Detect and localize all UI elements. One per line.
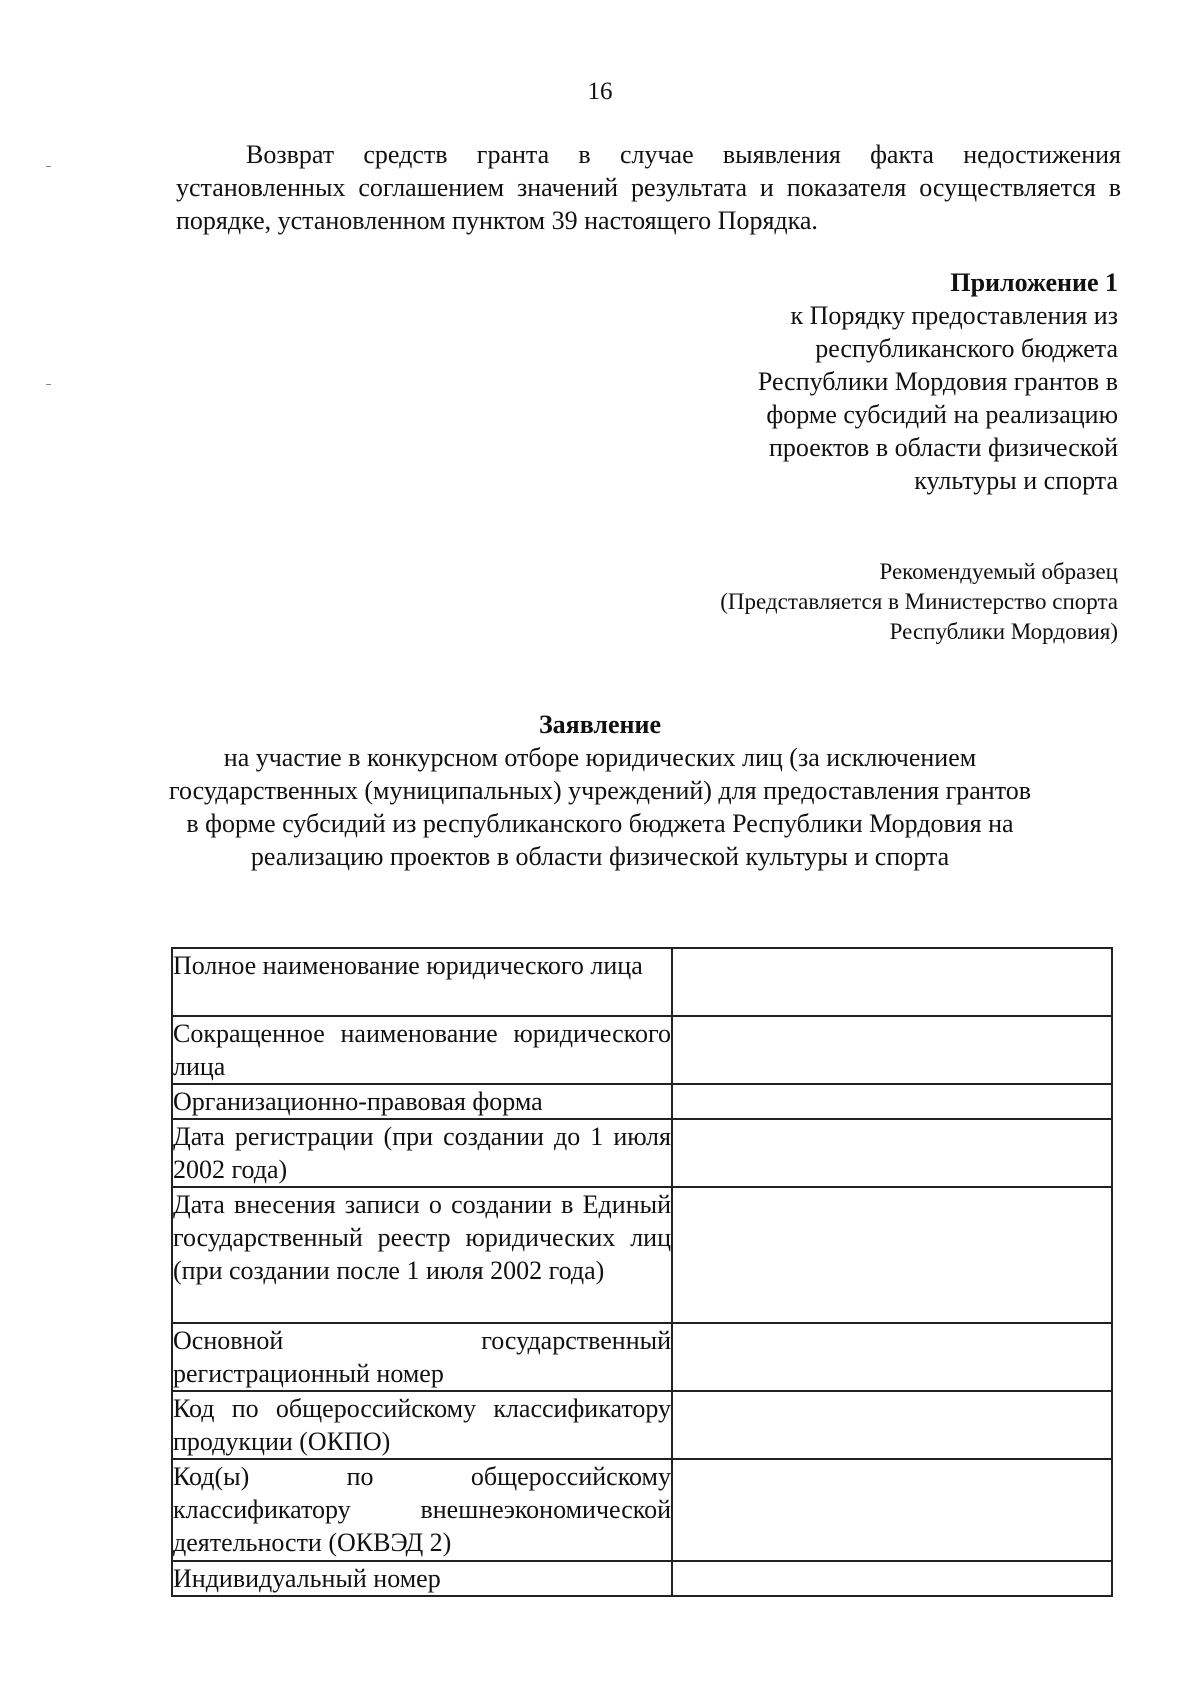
application-subtitle-line: на участие в конкурсном отборе юридических лиц (за исключением <box>223 743 977 772</box>
field-label: Основной государственный регистрационный номер <box>172 1323 672 1391</box>
margin-mark <box>46 166 51 167</box>
appendix-line: культуры и спорта <box>914 466 1118 495</box>
table-row <box>172 1459 1112 1561</box>
field-value-cell[interactable] <box>672 1391 1112 1459</box>
appendix-line: форме субсидий на реализацию <box>766 400 1118 429</box>
sample-note-line: Рекомендуемый образец <box>879 559 1118 584</box>
application-heading <box>150 708 1050 873</box>
page-number: 16 <box>587 78 613 105</box>
field-label: Дата регистрации (при создании до 1 июля 2002 года) <box>172 1119 672 1187</box>
field-label: Сокращенное наименование юридического лица <box>172 1016 672 1084</box>
field-value-cell[interactable] <box>672 1016 1112 1084</box>
sample-note-line: Республики Мордовия) <box>889 619 1118 644</box>
field-value-cell[interactable] <box>672 1119 1112 1187</box>
application-subtitle-line: в форме субсидий из республиканского бюджета Республики Мордовия на <box>186 809 1014 838</box>
application-title: Заявление <box>538 710 662 739</box>
field-label: Код по общероссийскому классификатору продукции (ОКПО) <box>172 1391 672 1459</box>
appendix-line: республиканского бюджета <box>815 334 1118 363</box>
table-row <box>172 1084 1112 1119</box>
appendix-line: Республики Мордовия грантов в <box>757 367 1118 396</box>
field-value-cell[interactable] <box>672 1187 1112 1323</box>
application-subtitle-line: реализацию проектов в области физической культуры и спорта <box>250 842 950 871</box>
table-row <box>172 1391 1112 1459</box>
field-value-cell[interactable] <box>672 948 1112 1016</box>
appendix-line: к Порядку предоставления из <box>790 301 1118 330</box>
field-value-cell[interactable] <box>672 1323 1112 1391</box>
sample-note <box>598 557 1118 647</box>
field-label: Дата внесения записи о создании в Единый государственный реестр юридических лиц (при создании после 1 июля 2002 года) <box>172 1187 672 1323</box>
table-row <box>172 1016 1112 1084</box>
field-label: Код(ы) по общероссийскому классификатору внешнеэкономической деятельности (ОКВЭД 2) <box>172 1459 672 1561</box>
sample-note-line: (Представляется в Министерство спорта <box>720 589 1118 614</box>
field-value-cell[interactable] <box>672 1084 1112 1119</box>
table-row <box>172 1323 1112 1391</box>
table-row <box>172 1561 1112 1596</box>
table-row <box>172 948 1112 1016</box>
appendix-line: проектов в области физической <box>768 433 1118 462</box>
application-subtitle-line: государственных (муниципальных) учреждений) для предоставления грантов <box>169 776 1031 805</box>
appendix-title: Приложение 1 <box>950 268 1118 297</box>
field-label: Организационно-правовая форма <box>172 1084 672 1119</box>
intro-paragraph: Возврат средств гранта в случае выявления факта недостижения установленных соглашением значений результата и показателя осуществляется в порядке, установленном пунктом 39 настоящего Порядка. <box>176 140 1121 235</box>
field-label: Индивидуальный номер <box>172 1561 672 1596</box>
field-value-cell[interactable] <box>672 1459 1112 1561</box>
appendix-block <box>598 266 1118 497</box>
margin-mark <box>46 384 51 385</box>
table-row <box>172 1187 1112 1323</box>
table-row <box>172 1119 1112 1187</box>
field-label: Полное наименование юридического лица <box>172 948 672 1016</box>
field-value-cell[interactable] <box>672 1561 1112 1596</box>
application-form-table <box>171 947 1113 1597</box>
